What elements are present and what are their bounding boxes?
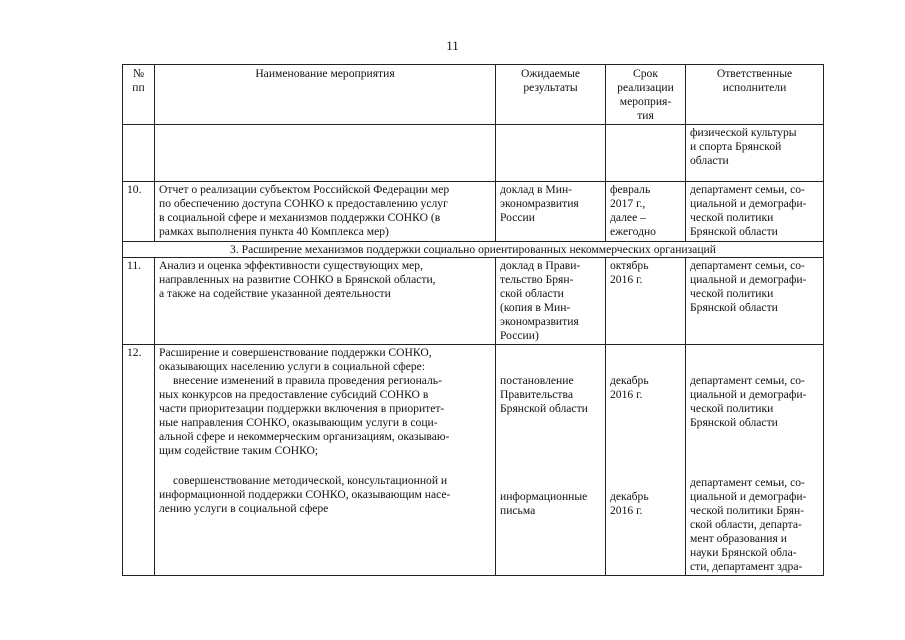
row11-term: октябрь 2016 г. [606, 258, 686, 345]
row10-results: доклад в Мин- экономразвития России [496, 182, 606, 242]
table-row-11 [123, 258, 824, 345]
section-3-title: 3. Расширение механизмов поддержки социально ориентированных некоммерческих организаций [123, 242, 824, 258]
row10-num: 10. [123, 182, 155, 242]
section-3-row [123, 242, 824, 258]
row12-num: 12. [123, 345, 155, 576]
table-row-continuation [123, 125, 824, 182]
row10-name: Отчет о реализации субъектом Российской Федерации мер по обеспечению доступа СОНКО к предоставлению услуг в социальной сфере и механизмов поддержки СОНКО (в рамках выполнения пункта 40 Комплекса мер) [155, 182, 496, 242]
header-num: № пп [123, 65, 155, 125]
table-header-row [123, 65, 824, 125]
header-results: Ожидаемые результаты [496, 65, 606, 125]
table-row-10 [123, 182, 824, 242]
row10-term: февраль 2017 г., далее – ежегодно [606, 182, 686, 242]
table-row-12 [123, 345, 824, 576]
row12-item2-term: декабрь 2016 г. [610, 490, 649, 517]
row12-term [606, 345, 686, 576]
row11-responsible: департамент семьи, со- циальной и демографи- ческой политики Брянской области [686, 258, 824, 345]
row11-num: 11. [123, 258, 155, 345]
row12-name [155, 345, 496, 576]
row12-intro: Расширение и совершенствование поддержки СОНКО, оказывающих населению услуги в социальной сфере: [159, 346, 432, 373]
row12-item2: совершенствование методической, консультационной и информационной поддержки СОНКО, оказывающим насе- лению услуги в социальной сфере [159, 474, 451, 515]
page-number: 11 [446, 38, 459, 53]
continuation-num [123, 125, 155, 182]
row12-item1: внесение изменений в правила проведения региональ- ных конкурсов на предоставление субсидий СОНКО в части приоритезации поддержки включения в приоритет- ные направления СОНКО, оказывающим услуги в соци- альной сфере и некоммерческим организациям, оказываю- щим содействие таким СОНКО; [159, 374, 450, 457]
row11-name: Анализ и оценка эффективности существующих мер, направленных на развитие СОНКО в Брянской области, а также на содействие указанной деятельности [155, 258, 496, 345]
header-responsible: Ответственные исполнители [686, 65, 824, 125]
header-name: Наименование мероприятия [155, 65, 496, 125]
continuation-term [606, 125, 686, 182]
row12-item2-responsible: департамент семьи, со- циальной и демографи- ческой политики Брян- ской области, департа- мент образования и науки Брянской обла- сти, департамент здра- [690, 476, 807, 573]
row10-responsible: департамент семьи, со- циальной и демографи- ческой политики Брянской области [686, 182, 824, 242]
row12-results [496, 345, 606, 576]
row12-item1-term: декабрь 2016 г. [610, 374, 649, 401]
header-term: Срок реализации мероприя- тия [606, 65, 686, 125]
row12-gap [159, 458, 491, 474]
row11-results: доклад в Прави- тельство Брян- ской области (копия в Мин- экономразвития России) [496, 258, 606, 345]
row12-item2-results: информационные письма [500, 490, 588, 517]
row12-responsible [686, 345, 824, 576]
row12-item1-responsible: департамент семьи, со- циальной и демографи- ческой политики Брянской области [690, 374, 807, 429]
row12-item1-results: постановление Правительства Брянской области [500, 374, 588, 415]
continuation-name [155, 125, 496, 182]
measures-table [122, 64, 824, 576]
continuation-responsible: физической культуры и спорта Брянской области [686, 125, 824, 182]
continuation-results [496, 125, 606, 182]
